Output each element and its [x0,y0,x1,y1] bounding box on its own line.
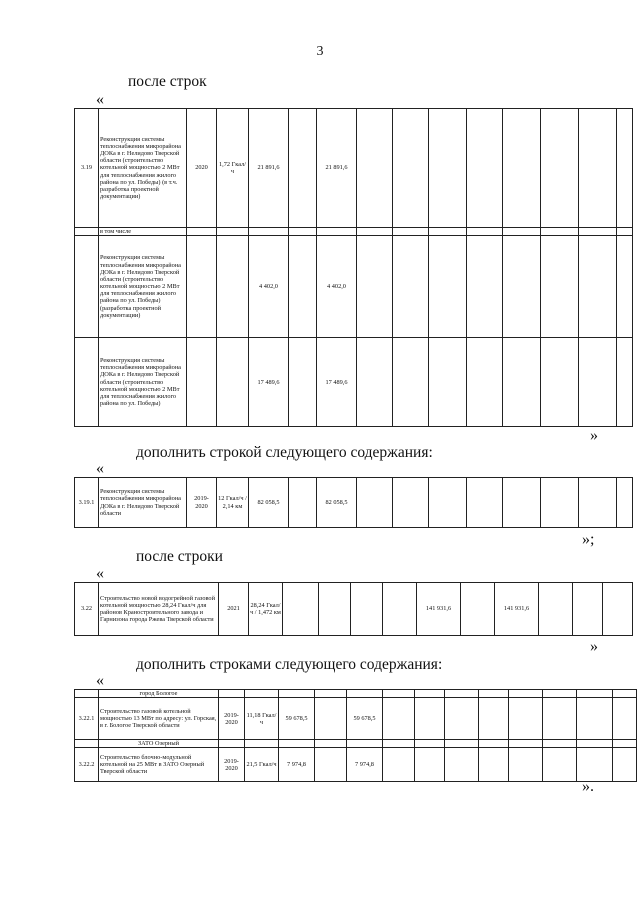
row-value: 21 891,6 [317,109,357,228]
row-total: 59 678,5 [279,698,315,740]
close-quote: » [590,638,598,655]
close-quote: » [590,427,598,444]
row-description: Строительство газовой котельной мощностью 13 МВт по адресу: ул. Горская, в г. Бологое Тверской области [99,698,219,740]
table-row [75,236,633,338]
close-quote: »; [582,531,595,548]
heading-add-row: дополнить строкой следующего содержания: [136,444,433,461]
row-value: 7 974,8 [347,748,383,782]
heading-after-row: после строки [136,548,223,565]
row-description: Строительство новой водогрейной газовой котельной мощностью 28,24 Гкал/ч для районов Краностроительного завода и Гарнизона города Ржева Тверской области [99,583,219,636]
table-row [75,698,637,740]
subsection-title: город Бологое [99,690,219,698]
table-block-2 [74,477,633,528]
row-total: 4 402,0 [249,236,289,338]
row-years: 2019-2020 [219,698,245,740]
row-total: 21 891,6 [249,109,289,228]
row-value: 4 402,0 [317,236,357,338]
row-description: Реконструкция системы теплоснабжения микрорайона ДОКа в г. Нелидово Тверской области (строительство котельной мощностью 2 МВт для теплоснабжения жилого района по ул. Победы) (в т.ч. разработка проектной документации) [99,109,187,228]
table-row [75,338,633,427]
subsection-title: ЗАТО Озерный [99,740,219,748]
row-number: 3.22 [75,583,99,636]
row-value-2: 141 931,6 [495,583,539,636]
row-value: 59 678,5 [347,698,383,740]
table-row [75,478,633,528]
row-total: 7 974,8 [279,748,315,782]
table-block-4 [74,689,637,782]
open-quote: « [96,672,104,689]
page-number: 3 [316,44,324,59]
table-row [75,748,637,782]
row-number: 3.22.2 [75,748,99,782]
table-block-3 [74,582,633,636]
row-description: в том числе [99,228,187,236]
row-capacity: 21,5 Гкал/ч [245,748,279,782]
table-row [75,228,633,236]
row-number: 3.19 [75,109,99,228]
heading-add-rows: дополнить строками следующего содержания: [136,656,443,673]
row-capacity: 28,24 Гкал/ч / 1,472 км [249,583,283,636]
open-quote: « [96,91,104,108]
row-years: 2019-2020 [187,478,217,528]
row-value-1: 141 931,6 [417,583,461,636]
table-row [75,690,637,698]
table-block-1 [74,108,633,427]
open-quote: « [96,460,104,477]
heading-after-rows: после строк [128,73,207,90]
row-total: 82 058,5 [249,478,289,528]
row-value: 82 058,5 [317,478,357,528]
row-total: 17 489,6 [249,338,289,427]
row-capacity: 1,72 Гкал/ч [217,109,249,228]
close-quote: ». [582,778,594,795]
row-years: 2019-2020 [219,748,245,782]
row-number: 3.22.1 [75,698,99,740]
row-number: 3.19.1 [75,478,99,528]
row-description: Реконструкция системы теплоснабжения микрорайона ДОКа в г. Нелидово Тверской области (строительство котельной мощностью 2 МВт для теплоснабжения жилого района по ул. Победы) (разработка проектной документации) [99,236,187,338]
row-description: Строительство блочно-модульной котельной на 25 МВт в ЗАТО Озерный Тверской области [99,748,219,782]
table-row [75,583,633,636]
row-years: 2021 [219,583,249,636]
row-years: 2020 [187,109,217,228]
row-value: 17 489,6 [317,338,357,427]
open-quote: « [96,565,104,582]
table-row [75,740,637,748]
table-row [75,109,633,228]
row-capacity: 11,18 Гкал/ч [245,698,279,740]
row-description: Реконструкция системы теплоснабжения микрорайона ДОКа в г. Нелидово Тверской области (строительство котельной мощностью 2 МВт для теплоснабжения жилого района по ул. Победы) [99,338,187,427]
row-description: Реконструкция системы теплоснабжения микрорайона ДОКа в г. Нелидово Тверской области [99,478,187,528]
row-capacity: 12 Гкал/ч / 2,14 км [217,478,249,528]
